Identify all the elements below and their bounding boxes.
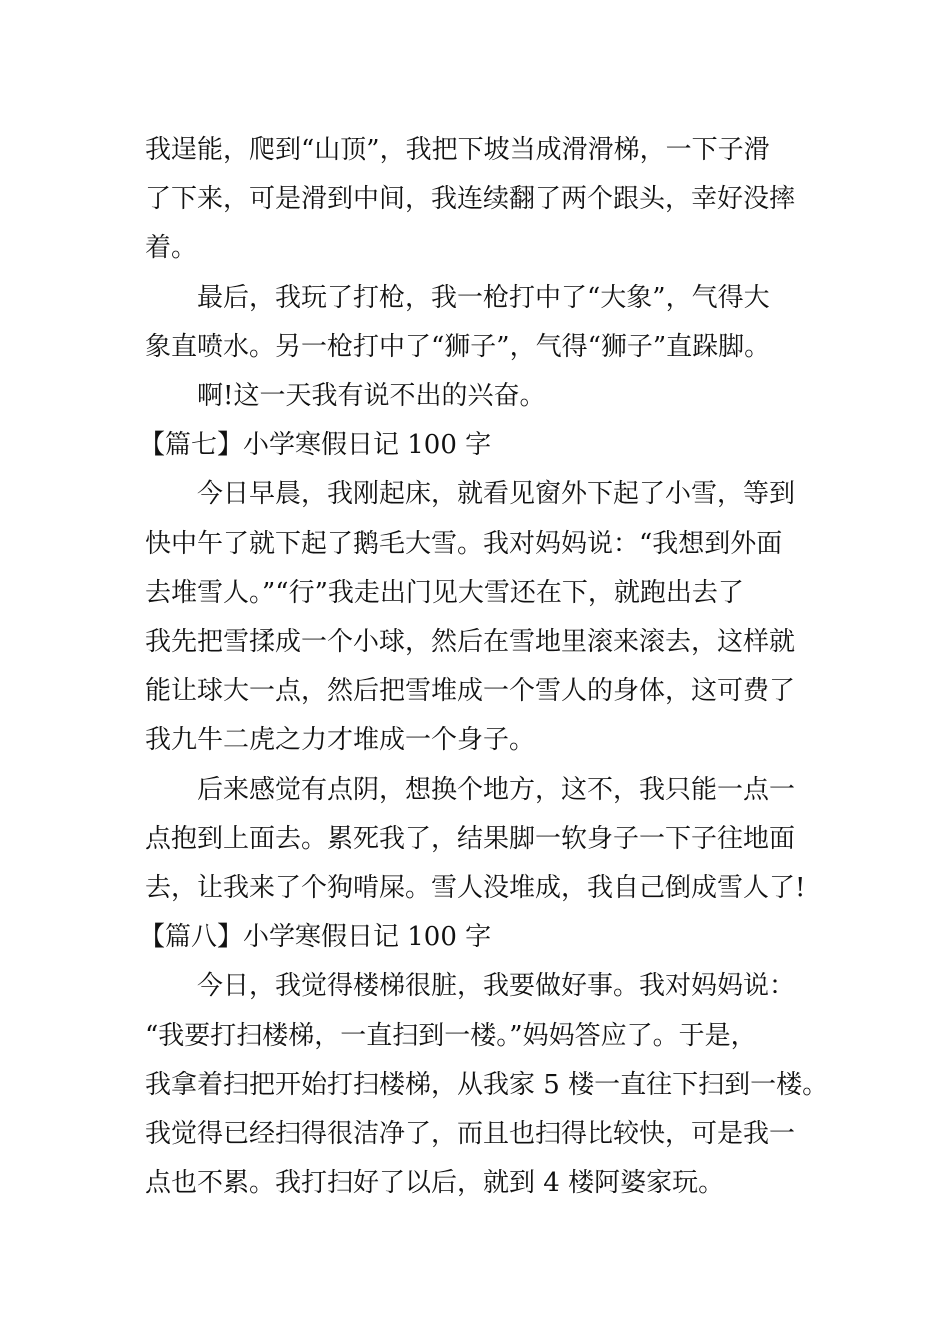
text-line: 去，让我来了个狗啃屎。雪人没堆成，我自己倒成雪人了! (145, 873, 806, 904)
text-line: 了下来，可是滑到中间，我连续翻了两个跟头，幸好没摔 (145, 184, 796, 215)
text-line: 去堆雪人。”“行”我走出门见大雪还在下，就跑出去了 (145, 577, 744, 608)
text-line: 今日，我觉得楼梯很脏，我要做好事。我对妈妈说： (197, 971, 796, 1002)
text-line: 我拿着扫把开始打扫楼梯，从我家 5 楼一直往下扫到一楼。 (145, 1069, 829, 1100)
document-body (139, 126, 829, 1208)
text-line: 着。 (145, 233, 198, 264)
paragraph-3 (145, 372, 810, 421)
paragraph-5 (145, 766, 810, 914)
text-line: “我要打扫楼梯，一直扫到一楼。”妈妈答应了。于是， (145, 1020, 757, 1051)
text-line: 象直喷水。另一枪打中了“狮子”，气得“狮子”直跺脚。 (145, 331, 771, 362)
text-line: 我觉得已经扫得很洁净了，而且也扫得比较快，可是我一 (145, 1119, 796, 1150)
text-line: 啊!这一天我有说不出的兴奋。 (197, 381, 546, 412)
text-line: 我逞能，爬到“山顶”，我把下坡当成滑滑梯，一下子滑 (145, 135, 770, 165)
text-line: 快中午了就下起了鹅毛大雪。我对妈妈说：“我想到外面 (145, 528, 783, 559)
text-line: 能让球大一点，然后把雪堆成一个雪人的身体，这可费了 (145, 676, 796, 707)
paragraph-2 (145, 274, 810, 372)
text-line: 后来感觉有点阴，想换个地方，这不，我只能一点一 (197, 774, 796, 805)
section-heading-7: 【篇七】小学寒假日记 100 字 (139, 430, 492, 461)
paragraph-4 (145, 470, 810, 765)
section-heading-8: 【篇八】小学寒假日记 100 字 (139, 922, 492, 953)
text-line: 我先把雪揉成一个小球，然后在雪地里滚来滚去，这样就 (145, 627, 796, 658)
text-line: 今日早晨，我刚起床，就看见窗外下起了小雪，等到 (197, 479, 796, 510)
text-line: 点抱到上面去。累死我了，结果脚一软身子一下子往地面 (145, 823, 796, 854)
text-line: 点也不累。我打扫好了以后，就到 4 楼阿婆家玩。 (145, 1168, 725, 1199)
text-line: 最后，我玩了打枪，我一枪打中了“大象”，气得大 (197, 282, 770, 313)
paragraph-1 (145, 126, 810, 274)
text-line: 我九牛二虎之力才堆成一个身子。 (145, 725, 536, 756)
paragraph-6 (145, 962, 829, 1208)
